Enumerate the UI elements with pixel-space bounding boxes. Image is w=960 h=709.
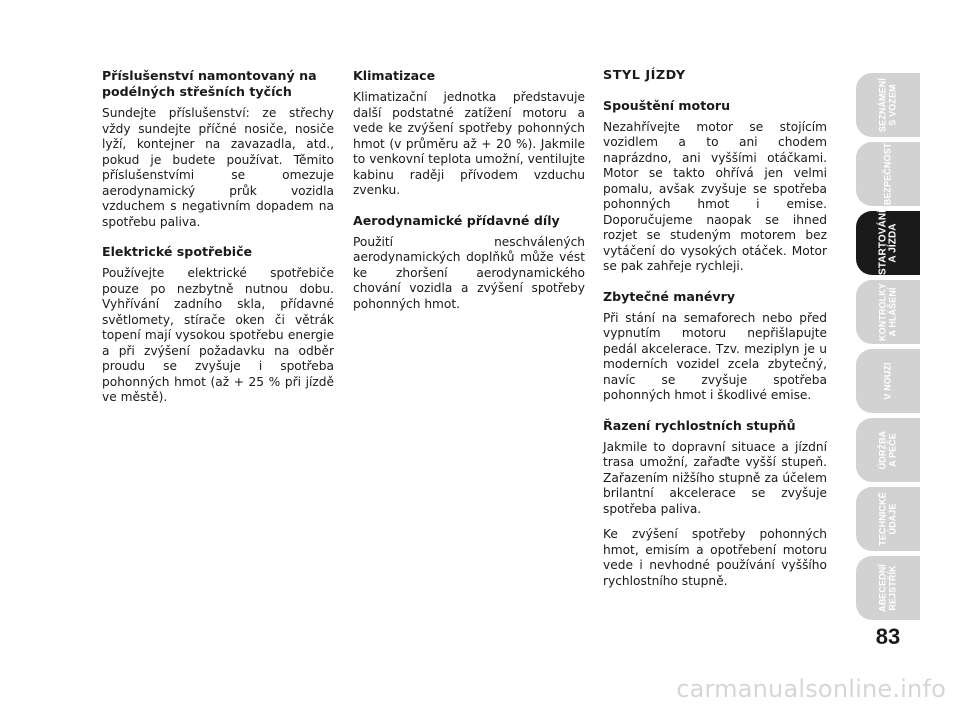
paragraph: Sundejte příslušenství: ze střechy vždy sundejte příčné nosiče, nosiče lyží, kontejner na zavazadla, atd., pokud je budete používat. Těmito příslušenstvími se omezuje aerodynamický průk vozidla vzduchem s negativním dopadem na spotřebu paliva. (102, 106, 334, 229)
tab-label: SEZNÁMENÍ S VOZEM (877, 78, 897, 132)
tab-udrzba[interactable] (856, 418, 920, 482)
tab-startovani[interactable] (856, 211, 920, 275)
watermark: carmanualsonline.info (676, 675, 946, 703)
paragraph: Ke zvýšení spotřeby pohonných hmot, emisím a opotřebení motoru vede i nevhodné používání vyššího rychlostního stupně. (603, 527, 827, 588)
tab-label: ÚDRŽBA A PÉČE (877, 430, 897, 470)
section-title: Klimatizace (353, 68, 436, 83)
tab-label: ABECEDNÍ REJSTŘÍK (877, 564, 897, 612)
section-title: Aerodynamické přídavné díly (353, 212, 560, 228)
section-title: Spouštění motoru (603, 97, 731, 113)
tab-bezpecnost[interactable] (856, 142, 920, 206)
tab-kontrolky[interactable] (856, 280, 920, 344)
tab-technicke[interactable] (856, 487, 920, 551)
column-3 (603, 68, 827, 599)
paragraph: Klimatizační jednotka představuje další podstatné zatížení motoru a vede ke zvýšení spotřeby pohonných hmot (v průměru až + 20 %). Jakmile to venkovní teplota umožní, ventilujte kabinu raději přívodem vzduchu zvenku. (353, 90, 585, 197)
chapter-heading: STYL JÍZDY (603, 68, 686, 83)
paragraph: Použití neschválených aerodynamických doplňků může vést ke zhoršení aerodynamického chování vozidla a zvýšení spotřeby pohonných hmot. (353, 234, 585, 311)
tab-label: STARTOVÁNÍ A JÍZDA (877, 209, 898, 275)
section-title: Řazení rychlostních stupňů (603, 417, 796, 433)
paragraph: Používejte elektrické spotřebiče pouze po nezbytně nutnou dobu. Vyhřívání zadního skla, přídavné světlomety, stírače oken či větrák topení mají vysokou spotřebu energie a při zvýšení požadavku na odběr proudu se zvyšuje i spotřeba pohonných hmot (až + 25 % při jízdě ve městě). (102, 266, 334, 404)
column-2 (353, 68, 585, 322)
section-title: Elektrické spotřebiče (102, 244, 253, 259)
tab-label: TECHNICKÉ ÚDAJE (877, 492, 897, 546)
tab-label: KONTROLKY A HLÁŠENÍ (877, 283, 897, 341)
paragraph: Jakmile to dopravní situace a jízdní trasa umožní, zařaďte vyšší stupeň. Zařazením nižšího stupně za účelem brilantní akcelerace se zvyšuje spotřeba paliva. (603, 439, 827, 516)
tab-label: BEZPEČNOST (882, 142, 893, 206)
tab-v-nouzi[interactable] (856, 349, 920, 413)
tab-seznameni[interactable] (856, 73, 920, 137)
section-title: Příslušenství namontovaný na podélných střešních tyčích (102, 68, 317, 99)
section-title: Zbytečné manévry (603, 288, 736, 304)
tab-label: V NOUZI (882, 362, 893, 400)
column-1 (102, 68, 334, 416)
tab-rejstrik[interactable] (856, 556, 920, 620)
paragraph: Při stání na semaforech nebo před vypnutím motoru nepřišlapujte pedál akcelerace. Tzv. meziplyn je u moderních vozidel zcela zbytečný, navíc se zvyšuje spotřeba pohonných hmot i škodlivé emise. (603, 310, 827, 402)
paragraph: Nezahřívejte motor se stojícím vozidlem a to ani chodem naprázdno, ani vyššími otáčkami. Motor se takto ohřívá jen velmi pomalu, avšak zvyšuje se spotřeba pohonných hmot i emise. Doporučujeme naopak se ihned rozjet se studeným motorem bez vytáčení do vysokých otáček. Motor se pak zahřeje rychleji. (603, 119, 827, 273)
page-number: 83 (875, 624, 901, 649)
